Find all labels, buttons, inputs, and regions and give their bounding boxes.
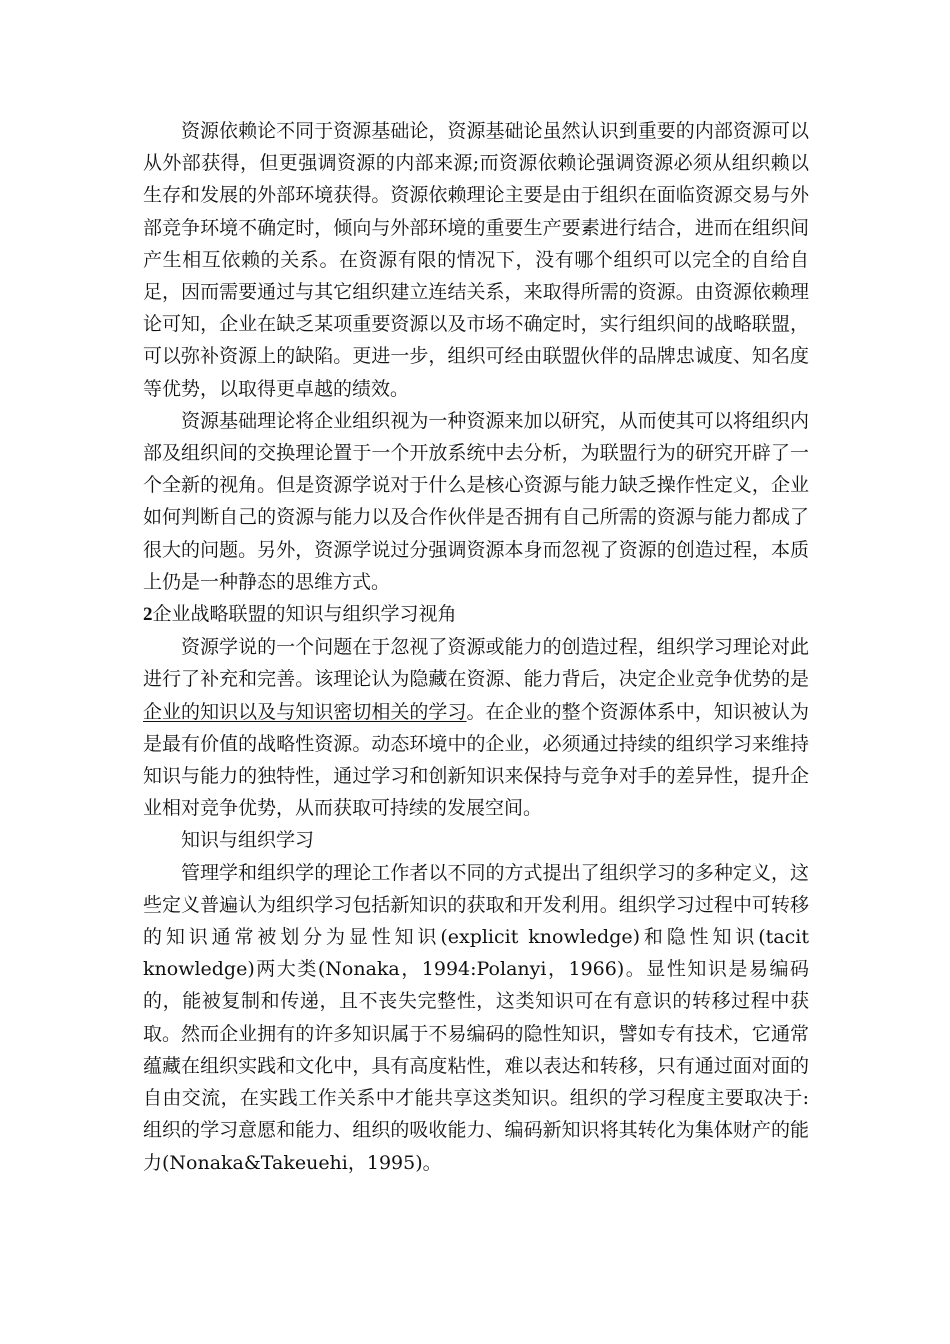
paragraph-organizational-learning [143, 631, 809, 824]
paragraph-resource-dependence: 资源依赖论不同于资源基础论，资源基础论虽然认识到重要的内部资源可以从外部获得，但更强调资源的内部来源;而资源依赖论强调资源必须从组织赖以生存和发展的外部环境获得。资源依赖理论主要是由于组织在面临资源交易与外部竞争环境不确定时，倾向与外部环境的重要生产要素进行结合，进而在组织间产生相互依赖的关系。在资源有限的情况下，没有哪个组织可以完全的自给自足，因而需要通过与其它组织建立连结关系，来取得所需的资源。由资源依赖理论可知，企业在缺乏某项重要资源以及市场不确定时，实行组织间的战略联盟，可以弥补资源上的缺陷。更进一步，组织可经由联盟伙伴的品牌忠诚度、知名度等优势，以取得更卓越的绩效。 [143, 120, 809, 400]
section-number: 2 [143, 604, 153, 626]
underlined-phrase: 企业的知识以及与知识密切相关的学习 [143, 700, 467, 723]
paragraph-text-after: 。在企业的整个资源体系中，知识被认为是最有价值的战略性资源。动态环境中的企业，必须通过持续的组织学习来维持知识与能力的独特性，通过学习和创新知识来保持与竞争对手的差异性，提升企业相对竞争优势，从而获取可持续的发展空间。 [143, 700, 809, 820]
document-page [143, 115, 809, 1179]
section-heading [143, 598, 809, 631]
paragraph-resource-based-theory: 资源基础理论将企业组织视为一种资源来加以研究，从而使其可以将组织内部及组织间的交换理论置于一个开放系统中去分析，为联盟行为的研究开辟了一个全新的视角。但是资源学说对于什么是核心资源与能力缺乏操作性定义，企业如何判断自己的资源与能力以及合作伙伴是否拥有自己所需的资源与能力都成了很大的问题。另外，资源学说过分强调资源本身而忽视了资源的创造过程，本质上仍是一种静态的思维方式。 [143, 409, 809, 593]
paragraph-knowledge-types: 管理学和组织学的理论工作者以不同的方式提出了组织学习的多种定义，这些定义普遍认为组织学习包括新知识的获取和开发利用。组织学习过程中可转移的知识通常被划分为显性知识(explicit knowledge)和隐性知识(tacit knowledge)两大类(Nonaka，1994:Polanyi，1966)。显性知识是易编码的，能被复制和传递，且不丧失完整性，这类知识可在有意识的转移过程中获取。然而企业拥有的许多知识属于不易编码的隐性知识，譬如专有技术，它通常蕴藏在组织实践和文化中，具有高度粘性，难以表达和转移，只有通过面对面的自由交流，在实践工作关系中才能共享这类知识。组织的学习程度主要取决于:组织的学习意愿和能力、组织的吸收能力、编码新知识将其转化为集体财产的能力(Nonaka&Takeuehi，1995)。 [143, 861, 809, 1174]
paragraph-text-before: 资源学说的一个问题在于忽视了资源或能力的创造过程，组织学习理论对此进行了补充和完善。该理论认为隐藏在资源、能力背后，决定企业竞争优势的是 [143, 636, 809, 691]
section-title: 企业战略联盟的知识与组织学习视角 [152, 603, 457, 626]
subsection-heading: 知识与组织学习 [181, 829, 315, 852]
